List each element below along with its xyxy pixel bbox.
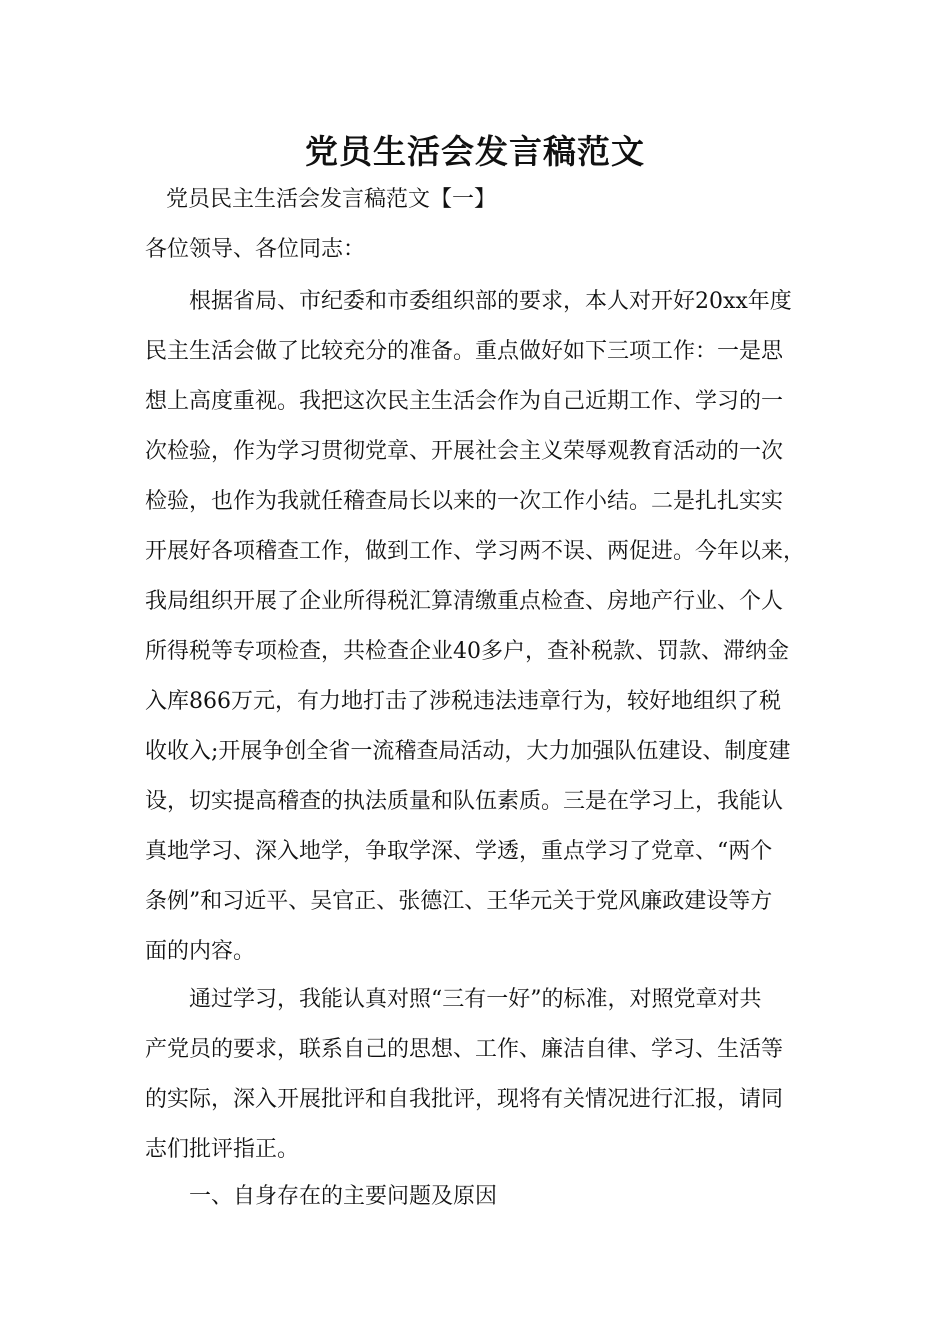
paragraph-line: 真地学习、深入地学，争取学深、学透，重点学习了党章、“两个 bbox=[145, 839, 773, 864]
document-title: 党员生活会发言稿范文 bbox=[305, 132, 645, 171]
paragraph-line: 条例”和习近平、吴官正、张德江、王华元关于党风廉政建设等方 bbox=[145, 889, 773, 914]
paragraph-line: 面的内容。 bbox=[145, 939, 256, 964]
paragraph-line: 产党员的要求，联系自己的思想、工作、廉洁自律、学习、生活等 bbox=[145, 1037, 784, 1062]
paragraph-line: 开展好各项稽查工作，做到工作、学习两不误、两促进。今年以来， bbox=[145, 539, 806, 564]
paragraph-line: 所得税等专项检查，共检查企业40多户，查补税款、罚款、滞纳金 bbox=[145, 639, 789, 664]
paragraph-line: 志们批评指正。 bbox=[145, 1137, 300, 1162]
paragraph-line: 收收入;开展争创全省一流稽查局活动，大力加强队伍建设、制度建 bbox=[145, 739, 791, 764]
paragraph-line: 入库866万元，有力地打击了涉税违法违章行为，较好地组织了税 bbox=[145, 689, 781, 714]
document-subtitle: 党员民主生活会发言稿范文【一】 bbox=[166, 187, 497, 212]
paragraph-line: 民主生活会做了比较充分的准备。重点做好如下三项工作：一是思 bbox=[145, 339, 784, 364]
section-heading: 一、自身存在的主要问题及原因 bbox=[189, 1184, 498, 1209]
salutation: 各位领导、各位同志： bbox=[145, 237, 366, 262]
paragraph-line: 通过学习，我能认真对照“三有一好”的标准，对照党章对共 bbox=[145, 987, 762, 1012]
paragraph-line: 根据省局、市纪委和市委组织部的要求，本人对开好20xx年度 bbox=[145, 289, 792, 314]
paragraph-line: 想上高度重视。我把这次民主生活会作为自己近期工作、学习的一 bbox=[145, 389, 784, 414]
paragraph-line: 的实际，深入开展批评和自我批评，现将有关情况进行汇报，请同 bbox=[145, 1087, 784, 1112]
paragraph-line: 我局组织开展了企业所得税汇算清缴重点检查、房地产行业、个人 bbox=[145, 589, 784, 614]
paragraph-1 bbox=[145, 277, 810, 977]
paragraph-2 bbox=[145, 975, 810, 1175]
paragraph-line: 设，切实提高稽查的执法质量和队伍素质。三是在学习上，我能认 bbox=[145, 789, 784, 814]
paragraph-line: 次检验，作为学习贯彻党章、开展社会主义荣辱观教育活动的一次 bbox=[145, 439, 784, 464]
paragraph-line: 检验，也作为我就任稽查局长以来的一次工作小结。二是扎扎实实 bbox=[145, 489, 784, 514]
